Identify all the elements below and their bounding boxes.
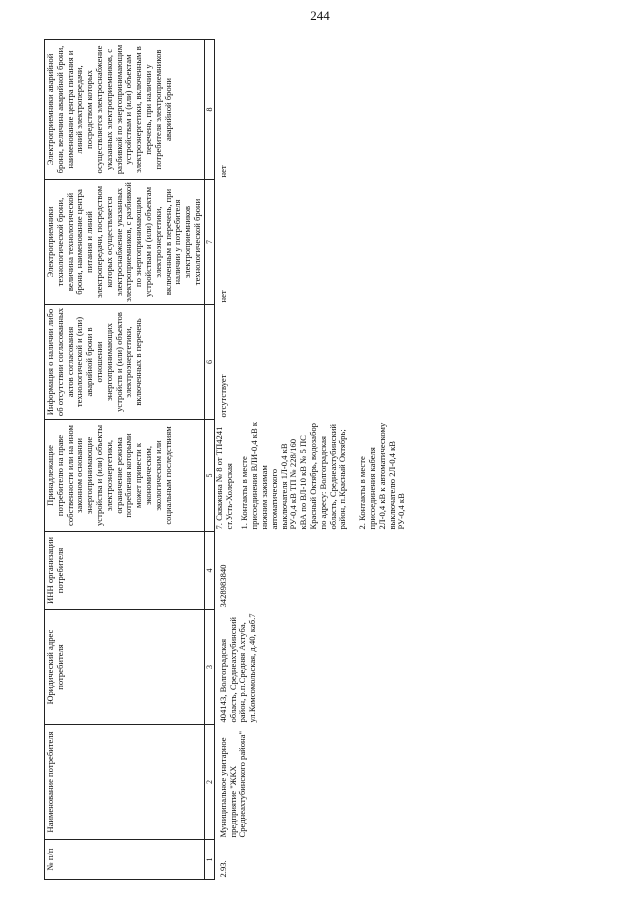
agreement-status: отсутствует — [217, 374, 228, 418]
header-cell-num: № п/п — [45, 840, 205, 880]
column-number: 2 — [204, 725, 214, 840]
table-row — [214, 40, 408, 880]
rotated-table-page — [44, 40, 407, 880]
column-number: 7 — [204, 180, 214, 305]
header-cell-name: Наименование потребителя — [45, 725, 205, 840]
tech-reserve-value: нет — [217, 290, 228, 303]
header-row — [45, 40, 205, 880]
header-cell-emergency-reserve: Электроприемники аварийной брони, величина аварийной брони, наименование центра питания и линий электропередачи, посредством которых осуществляется электроснабжение указанных электроприемников, с разбивкой по энергопринимающим устройствам и (или) объектам электроэнергетики, включенным в перечень, при наличии у потребителя электроприемников аварийной брони — [45, 40, 205, 180]
previous-row-tail: 7. Скважина № 8 от ТП4241 ст.Усть-Холерская — [213, 426, 234, 530]
page-number: 244 — [310, 8, 330, 23]
column-number: 4 — [204, 532, 214, 610]
emergency-reserve-value: нет — [217, 165, 228, 178]
header-cell-inn: ИНН организации потребителя — [45, 532, 205, 610]
header-cell-agreement: Информация о наличии либо об отсутствии согласованных актов согласования технологической и (или) аварийной брони в отношении энергопринимающих устройств и (или) объектов электроэнергетики, включенных в перечень — [45, 305, 205, 420]
consumer-inn: 3428983840 — [217, 564, 228, 608]
row-number: 2.93. — [217, 860, 228, 878]
device-item: 1. Контакты в месте присоединения ВЛИ-0,4 кВ к нижним зажимам автоматического выключателя 1Л-0,4 кВ РУ-0,4 кВ ТП № 228/160 кВА по ВЛ-10 кВ № 5 ПС Красный Октябрь, водозабор по адресу: Волгоградская область, Среднеахтубинский район, п.Красный Октябрь; — [239, 421, 348, 530]
devices-cell — [214, 420, 408, 532]
header-cell-tech-reserve: Электроприемники технологической брони, величина технологической брони, наименование центра питания и линий электропередачи, посредством которых осуществляется электроснабжение указанных электроприемников, с разбивкой по энергопринимающим устройствам и (или) объектам электроэнергетики, включенным в перечень, при наличии у потребителя электроприемников технологической брони — [45, 180, 205, 305]
consumer-address: 404143, Волгоградская область, Среднеахтубинский район, р.п.Средняя Ахтуба, ул.Комсомольская, д.40, каб.7 — [217, 613, 258, 723]
column-number: 1 — [204, 840, 214, 880]
consumer-table — [44, 39, 408, 880]
consumer-name: Муниципальное унитарное предприятие "ЖКХ Среднеахтубинского района" — [217, 731, 248, 838]
column-number-row — [204, 40, 214, 880]
device-item: 2. Контакты в месте присоединения кабеля 2Л-0,4 кВ к автоматическому выключателю 2Л-0,4 кВ РУ-0,4 кВ — [357, 422, 407, 530]
column-number: 6 — [204, 305, 214, 420]
column-number: 3 — [204, 610, 214, 725]
header-cell-devices: Принадлежащие потребителю на праве собственности или на ином законном основании энергопринимающие устройства и (или) объекты электроэнергетики, ограничение режима потребления которыми может привести к экономическим, экологическим или социальным последствиям — [45, 420, 205, 532]
header-cell-address: Юридический адрес потребителя — [45, 610, 205, 725]
column-number: 8 — [204, 40, 214, 180]
column-number: 5 — [204, 420, 214, 532]
